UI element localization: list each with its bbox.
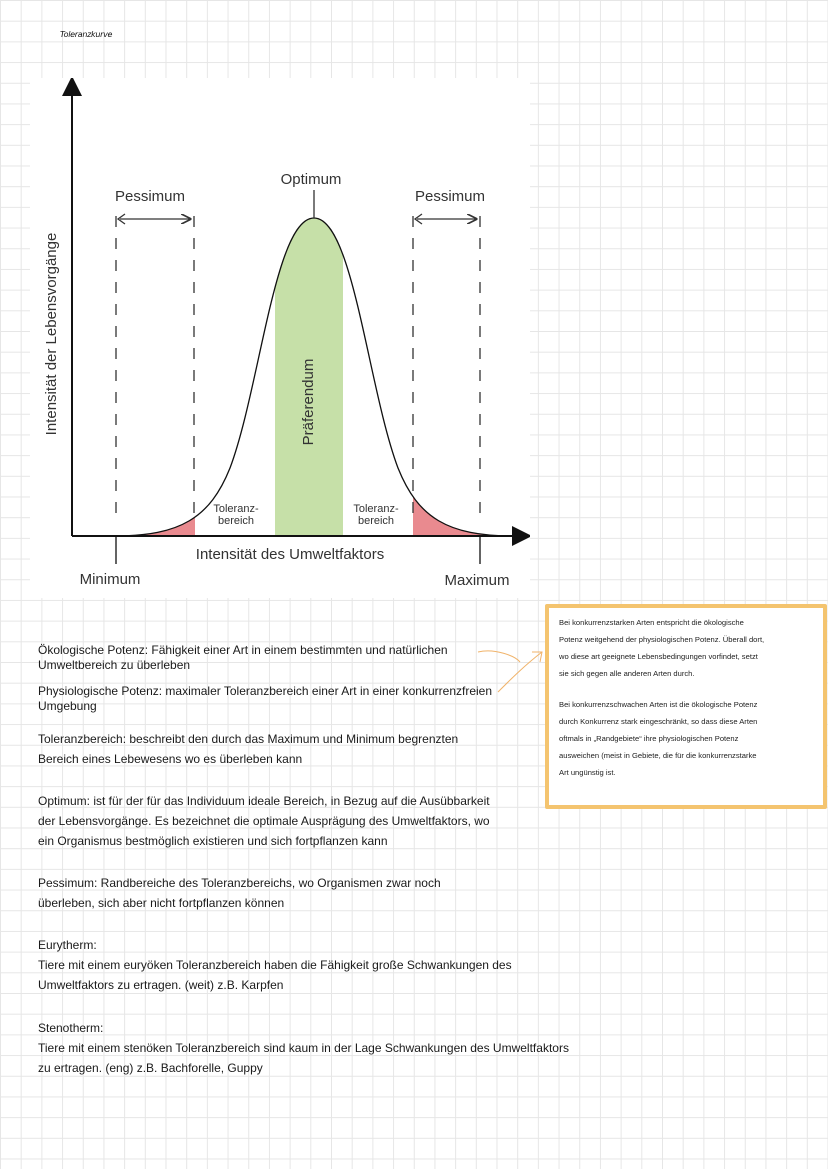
note-line: überleben, sich aber nicht fortpflanzen können bbox=[38, 896, 285, 910]
note-line: Physiologische Potenz: maximaler Toleranzbereich einer Art in einer konkurrenzfreien bbox=[38, 684, 493, 698]
callout-line: Bei konkurrenzschwachen Arten ist die ökologische Potenz bbox=[559, 700, 758, 709]
pessimum-left-area bbox=[115, 458, 195, 538]
x-axis-label: Intensität des Umweltfaktors bbox=[195, 546, 385, 563]
note-line: Stenotherm: bbox=[38, 1021, 104, 1035]
toleranz-right-line2: bereich bbox=[357, 515, 395, 527]
note-line: Toleranzbereich: beschreibt den durch das Maximum und Minimum begrenzten bbox=[38, 732, 459, 746]
minimum-label: Minimum bbox=[79, 571, 141, 588]
note-line: zu ertragen. (eng) z.B. Bachforelle, Guppy bbox=[38, 1061, 263, 1075]
note-toleranzbereich bbox=[38, 729, 458, 769]
connector-arrow-icon bbox=[470, 640, 550, 700]
toleranz-right-line1: Toleranz- bbox=[353, 503, 399, 515]
praeferendum-label: Präferendum bbox=[300, 358, 317, 446]
toleranz-left-line2: bereich bbox=[217, 515, 255, 527]
callout-line: oftmals in „Randgebiete“ ihre physiologischen Potenz bbox=[559, 734, 739, 743]
callout-spacer bbox=[559, 682, 817, 696]
note-line: Umweltbereich zu überleben bbox=[38, 658, 191, 672]
callout-line: sie sich gegen alle anderen Arten durch. bbox=[559, 669, 695, 678]
note-line: ein Organismus bestmöglich existieren und sich fortpflanzen kann bbox=[38, 834, 388, 848]
note-line: Eurytherm: bbox=[38, 938, 97, 952]
callout-line: Art ungünstig ist. bbox=[559, 768, 616, 777]
note-line: Tiere mit einem euryöken Toleranzbereich haben die Fähigkeit große Schwankungen des bbox=[38, 958, 512, 972]
y-axis-label: Intensität der Lebensvorgänge bbox=[43, 232, 60, 436]
callout-line: durch Konkurrenz stark eingeschränkt, so dass diese Arten bbox=[559, 717, 758, 726]
note-line: Tiere mit einem stenöken Toleranzbereich sind kaum in der Lage Schwankungen des Umweltfaktors bbox=[38, 1041, 569, 1055]
pessimum-left-label: Pessimum bbox=[114, 188, 186, 205]
note-stenotherm bbox=[38, 1018, 569, 1078]
note-physiologische-potenz bbox=[38, 684, 492, 714]
note-line: Ökologische Potenz: Fähigkeit einer Art in einem bestimmten und natürlichen bbox=[38, 643, 448, 657]
note-line: Umweltfaktors zu ertragen. (weit) z.B. Karpfen bbox=[38, 978, 284, 992]
note-line: Optimum: ist für der für das Individuum ideale Bereich, in Bezug auf die Ausübbarkeit bbox=[38, 794, 490, 808]
maximum-label: Maximum bbox=[444, 572, 510, 589]
note-eurytherm bbox=[38, 935, 512, 995]
optimum-label: Optimum bbox=[280, 171, 342, 188]
konkurrenz-callout bbox=[545, 604, 827, 809]
note-optimum bbox=[38, 791, 490, 851]
toleranz-left-line1: Toleranz- bbox=[213, 503, 259, 515]
tolerance-curve-diagram bbox=[30, 78, 530, 598]
callout-line: Bei konkurrenzstarken Arten entspricht die ökologische bbox=[559, 618, 744, 627]
callout-line: wo diese art geeignete Lebensbedingungen vorfindet, setzt bbox=[559, 652, 758, 661]
callout-line: Potenz weitgehend der physiologischen Potenz. Überall dort, bbox=[559, 635, 765, 644]
pessimum-right-area bbox=[413, 458, 493, 538]
handwritten-title: Toleranzkurve bbox=[60, 30, 113, 39]
callout-line: ausweichen (meist in Gebiete, die für die konkurrenzstarke bbox=[559, 751, 757, 760]
note-line: Bereich eines Lebewesens wo es überleben kann bbox=[38, 752, 303, 766]
note-line: Pessimum: Randbereiche des Toleranzbereichs, wo Organismen zwar noch bbox=[38, 876, 441, 890]
note-line: Umgebung bbox=[38, 699, 97, 713]
pessimum-right-label: Pessimum bbox=[414, 188, 486, 205]
note-line: der Lebensvorgänge. Es bezeichnet die optimale Ausprägung des Umweltfaktors, wo bbox=[38, 814, 490, 828]
tolerance-curve-svg bbox=[30, 78, 530, 598]
note-pessimum bbox=[38, 873, 441, 913]
note-oekologische-potenz bbox=[38, 643, 448, 673]
